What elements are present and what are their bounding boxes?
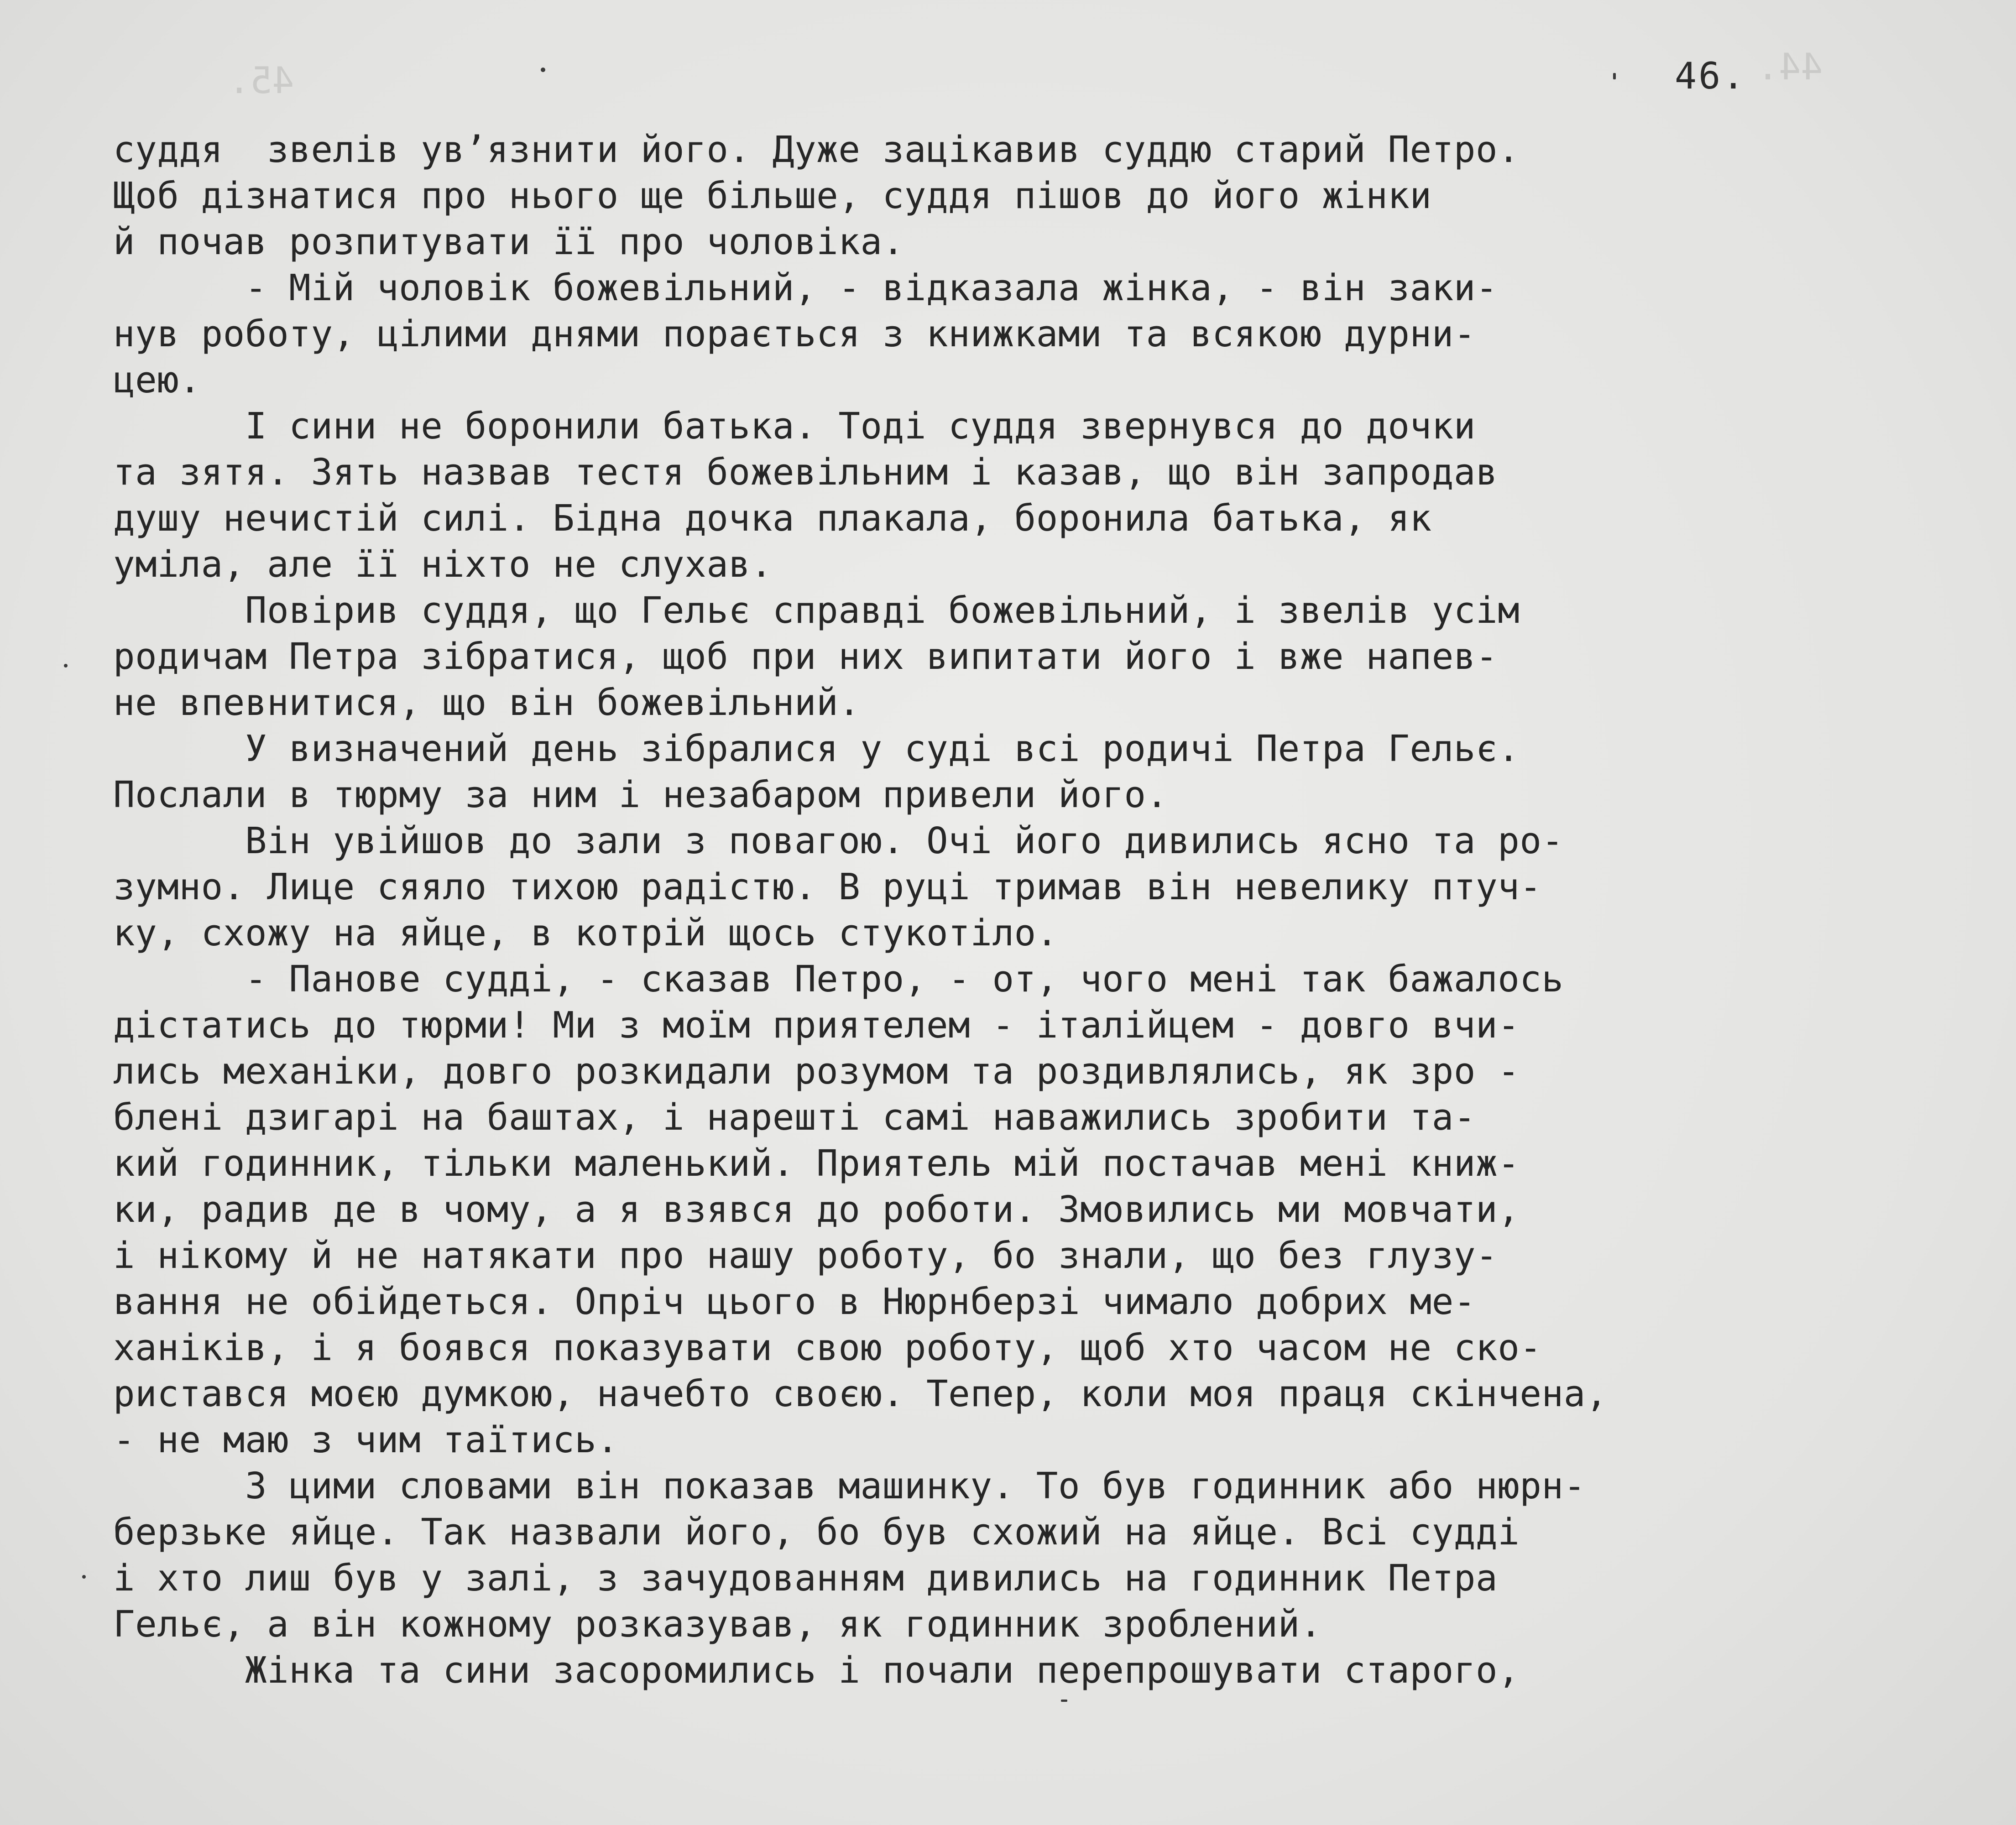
text-line: Повірив суддя, що Гельє справді божевільний, і звелів усім	[113, 589, 1520, 631]
text-line: - Панове судді, - сказав Петро, - от, чого мені так бажалось	[113, 958, 1564, 1000]
text-line: уміла, але її ніхто не слухав.	[113, 543, 773, 585]
text-line: Гельє, а він кожному розказував, як годинник зроблений.	[113, 1603, 1322, 1645]
ink-speck	[1613, 73, 1616, 79]
text-line: цею.	[113, 359, 201, 401]
text-line: берзьке яйце. Так назвали його, бо був схожий на яйце. Всі судді	[113, 1511, 1520, 1553]
bleed-through-page-number: 45.	[228, 59, 294, 102]
text-line: ханіків, і я боявся показувати свою роботу, щоб хто часом не ско-	[113, 1327, 1542, 1369]
text-line: ристався моєю думкою, начебто своєю. Тепер, коли моя праця скінчена,	[113, 1373, 1608, 1415]
text-line: не впевнитися, що він божевільний.	[113, 682, 861, 724]
text-line: зумно. Лице сяяло тихою радістю. В руці тримав він невелику птуч-	[113, 866, 1542, 908]
text-line: Жінка та сини засоромились і почали перепрошувати старого,	[113, 1649, 1520, 1691]
ink-speck	[1061, 1700, 1067, 1702]
text-line: - Мій чоловік божевільний, - відказала жінка, - він заки-	[113, 267, 1498, 309]
text-line: душу нечистій силі. Бідна дочка плакала, боронила батька, як	[113, 497, 1432, 539]
text-line: ку, схожу на яйце, в котрій щось стукотіло.	[113, 912, 1058, 954]
ink-speck	[541, 68, 545, 72]
ink-speck	[64, 664, 68, 667]
text-line: Щоб дізнатися про нього ще більше, суддя пішов до його жінки	[113, 175, 1432, 217]
text-line: вання не обійдеться. Опріч цього в Нюрнберзі чимало добрих ме-	[113, 1281, 1476, 1323]
page-number: 46.	[1675, 55, 1746, 97]
bleed-through-page-number-secondary: 44.	[1757, 46, 1823, 88]
text-line: Він увійшов до зали з повагою. Очі його дивились ясно та ро-	[113, 820, 1564, 862]
ink-speck	[82, 1575, 86, 1579]
text-line: лись механіки, довго розкидали розумом та роздивлялись, як зро -	[113, 1050, 1520, 1092]
text-line: родичам Петра зібратися, щоб при них випитати його і вже напев-	[113, 636, 1498, 678]
text-line: ки, радив де в чому, а я взявся до роботи. Змовились ми мовчати,	[113, 1189, 1520, 1231]
text-line: суддя звелів ув’язнити його. Дуже зацікавив суддю старий Петро.	[113, 129, 1520, 171]
text-line: та зятя. Зять назвав тестя божевільним і казав, що він запродав	[113, 451, 1498, 493]
text-line: блені дзигарі на баштах, і нарешті самі наважились зробити та-	[113, 1096, 1476, 1138]
text-line: - не маю з чим таїтись.	[113, 1419, 619, 1461]
body-text	[113, 127, 1916, 1694]
text-line: й почав розпитувати її про чоловіка.	[113, 221, 904, 263]
text-line: У визначений день зібралися у суді всі родичі Петра Гельє.	[113, 728, 1520, 770]
text-line: і хто лиш був у залі, з зачудованням дивились на годинник Петра	[113, 1557, 1498, 1599]
text-line: дістатись до тюрми! Ми з моїм приятелем - італійцем - довго вчи-	[113, 1004, 1520, 1046]
text-line: З цими словами він показав машинку. То був годинник або нюрн-	[113, 1465, 1586, 1507]
text-line: кий годинник, тільки маленький. Приятель мій постачав мені книж-	[113, 1142, 1520, 1184]
text-line: нув роботу, цілими днями порається з книжками та всякою дурни-	[113, 313, 1476, 355]
text-line: Послали в тюрму за ним і незабаром привели його.	[113, 774, 1168, 816]
text-line: і нікому й не натякати про нашу роботу, бо знали, що без глузу-	[113, 1235, 1498, 1277]
text-line: І сини не боронили батька. Тоді суддя звернувся до дочки	[113, 405, 1476, 447]
